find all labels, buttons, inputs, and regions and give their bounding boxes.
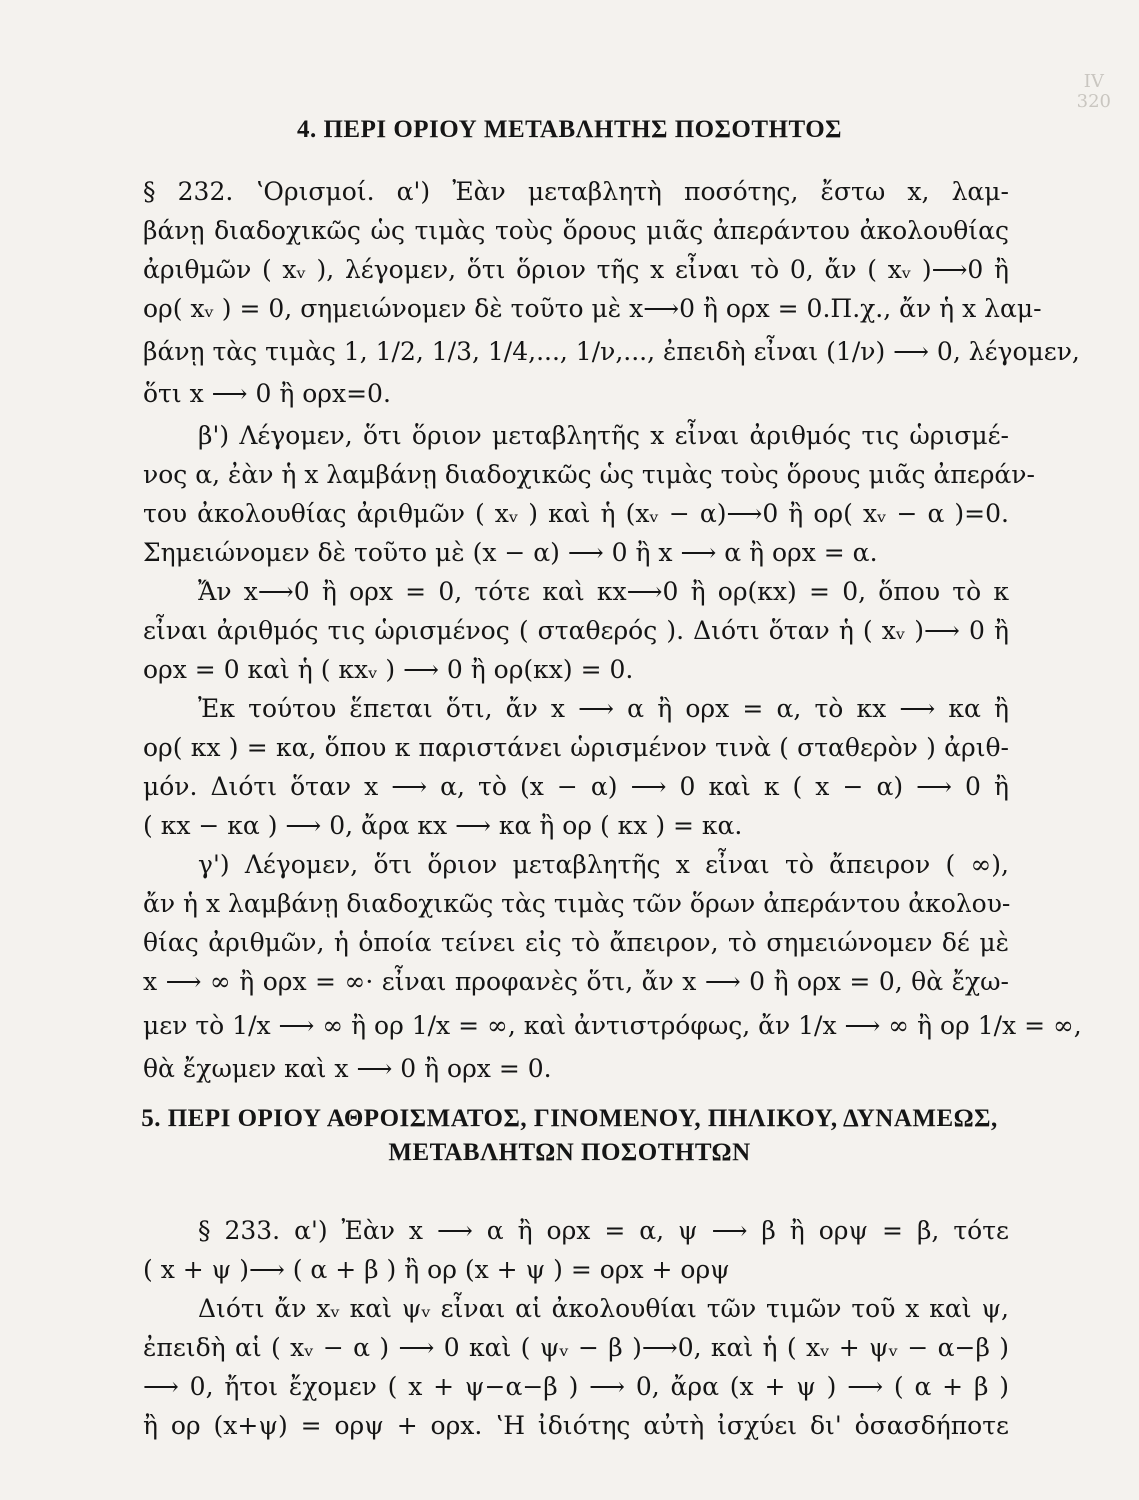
paragraph-line: Σημειώνομεν δὲ τοῦτο μὲ (x − α) ⟶ 0 ἢ x ⟶ α ἢ ορx = α. [143,538,878,567]
paragraph-line: ορx = 0 καὶ ἡ ( κxᵥ ) ⟶ 0 ἢ ορ(κx) = 0. [143,655,634,684]
paragraph-line: γ') Λέγομεν, ὅτι ὅριον μεταβλητῆς x εἶναι τὸ ἄπειρον ( ∞), [198,850,1009,879]
paragraph-line: βάνῃ διαδοχικῶς ὡς τιμὰς τοὺς ὅρους μιᾶς ἀπεράντου ἀκολουθίας [143,216,1009,245]
paragraph-line: x ⟶ ∞ ἢ ορx = ∞· εἶναι προφανὲς ὅτι, ἄν x ⟶ 0 ἢ ορx = 0, θὰ ἔχω- [143,967,1009,996]
section-5-heading-line-1: 5. ΠΕΡΙ ΟΡΙΟΥ ΑΘΡΟΙΣΜΑΤΟΣ, ΓΙΝΟΜΕΝΟΥ, ΠΗΛΙΚΟΥ, ΔΥΝΑΜΕΩΣ, [141,1105,998,1132]
paragraph-line: ( x + ψ )⟶ ( α + β ) ἢ ορ (x + ψ ) = ορx + ορψ [143,1255,730,1284]
paragraph-line: ἄν ἡ x λαμβάνῃ διαδοχικῶς τὰς τιμὰς τῶν ὅρων ἀπεράντου ἀκολου- [143,889,1011,918]
paragraph-line: μεν τὸ 1/x ⟶ ∞ ἢ ορ 1/x = ∞, καὶ ἀντιστρόφως, ἄν 1/x ⟶ ∞ ἢ ορ 1/x = ∞, [143,1011,1082,1040]
paragraph-line: ( κx − κα ) ⟶ 0, ἄρα κx ⟶ κα ἢ ορ ( κx ) = κα. [143,811,743,840]
page-number: IV 320 [1076,71,1111,112]
section-5-heading [0,1102,1139,1170]
section-4-heading: 4. ΠΕΡΙ ΟΡΙΟΥ ΜΕΤΑΒΛΗΤΗΣ ΠΟΣΟΤΗΤΟΣ [296,116,843,143]
paragraph-line: ⟶ 0, ἤτοι ἔχομεν ( x + ψ−α−β ) ⟶ 0, ἄρα (x + ψ ) ⟶ ( α + β ) [143,1372,1009,1401]
paragraph-line: ἐπειδὴ αἱ ( xᵥ − α ) ⟶ 0 καὶ ( ψᵥ − β )⟶0, καὶ ἡ ( xᵥ + ψᵥ − α−β ) [143,1333,1009,1362]
paragraph-line: § 232. ʽΟρισμοί. α') Ἐὰν μεταβλητὴ ποσότης, ἔστω x, λαμ- [143,177,1009,206]
paragraph-line: βάνῃ τὰς τιμὰς 1, 1/2, 1/3, 1/4,..., 1/ν,..., ἐπειδὴ εἶναι (1/ν) ⟶ 0, λέγομεν, [143,337,1080,366]
paragraph-line: Ἄν x⟶0 ἢ ορx = 0, τότε καὶ κx⟶0 ἢ ορ(κx) = 0, ὅπου τὸ κ [198,577,1009,606]
paragraph-line: ορ( xᵥ ) = 0, σημειώνομεν δὲ τοῦτο μὲ x⟶0 ἢ ορx = 0.Π.χ., ἄν ἡ x λαμ- [143,294,1042,323]
paragraph-line: μόν. Διότι ὅταν x ⟶ α, τὸ (x − α) ⟶ 0 καὶ κ ( x − α) ⟶ 0 ἢ [143,772,1009,801]
paragraph-line: νος α, ἐὰν ἡ x λαμβάνῃ διαδοχικῶς ὡς τιμὰς τοὺς ὅρους μιᾶς ἀπεράν- [143,460,1035,489]
paragraph-line: ἢ ορ (x+ψ) = ορψ + ορx. ʽΗ ἰδιότης αὐτὴ ἰσχύει δι' ὁσασδήποτε [143,1411,1009,1440]
paragraph-line: ἀριθμῶν ( xᵥ ), λέγομεν, ὅτι ὅριον τῆς x εἶναι τὸ 0, ἄν ( xᵥ )⟶0 ἢ [143,255,1009,284]
paragraph-line: θίας ἀριθμῶν, ἡ ὁποία τείνει εἰς τὸ ἄπειρον, τὸ σημειώνομεν δέ μὲ [143,928,1009,957]
paragraph-line: θὰ ἔχωμεν καὶ x ⟶ 0 ἢ ορx = 0. [143,1054,552,1083]
section-5-heading-line-2: ΜΕΤΑΒΛΗΤΩΝ ΠΟΣΟΤΗΤΩΝ [388,1139,751,1166]
paragraph-line: ορ( κx ) = κα, ὅπου κ παριστάνει ὡρισμένον τινὰ ( σταθερὸν ) ἀριθ- [143,733,1009,762]
paragraph-line: ὅτι x ⟶ 0 ἢ ορx=0. [143,379,391,408]
paragraph-line: εἶναι ἀριθμός τις ὡρισμένος ( σταθερός ). Διότι ὅταν ἡ ( xᵥ )⟶ 0 ἢ [143,616,1009,645]
paragraph-line: Ἐκ τούτου ἕπεται ὅτι, ἄν x ⟶ α ἢ ορx = α, τὸ κx ⟶ κα ἢ [198,694,1009,723]
paragraph-line: του ἀκολουθίας ἀριθμῶν ( xᵥ ) καὶ ἡ (xᵥ − α)⟶0 ἢ ορ( xᵥ − α )=0. [143,499,1009,528]
paragraph-line: β') Λέγομεν, ὅτι ὅριον μεταβλητῆς x εἶναι ἀριθμός τις ὡρισμέ- [198,421,1009,450]
paragraph-line: § 233. α') Ἐὰν x ⟶ α ἢ ορx = α, ψ ⟶ β ἢ ορψ = β, τότε [198,1216,1009,1245]
paragraph-line: Διότι ἄν xᵥ καὶ ψᵥ εἶναι αἱ ἀκολουθίαι τῶν τιμῶν τοῦ x καὶ ψ, [198,1294,1009,1323]
